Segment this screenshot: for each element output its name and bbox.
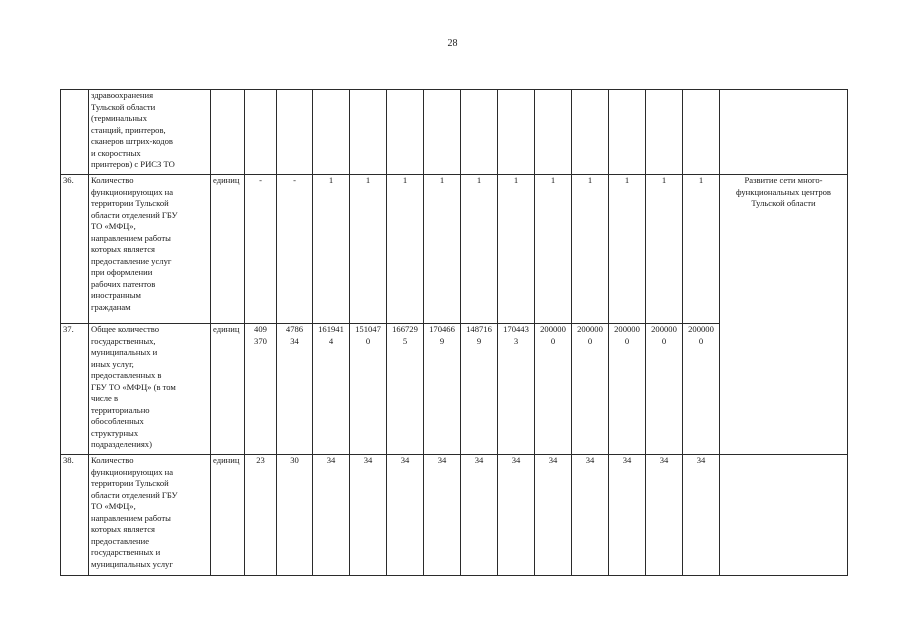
value-cell xyxy=(277,90,313,175)
note-cell: Развитие сети много-функциональных центров Тульской области xyxy=(720,175,848,455)
value-cell: 34 xyxy=(350,455,387,576)
value-cell: 1 xyxy=(461,175,498,324)
indicator-text: Количество функционирующих на территории Тульской области отделений ГБУ ТО «МФЦ», направлением работы которых является предоставление государственных и муниципальных услуг xyxy=(91,455,178,569)
table-row xyxy=(61,175,848,324)
value-cell: 1 xyxy=(387,175,424,324)
value-cell: 1 xyxy=(535,175,572,324)
value-cell xyxy=(535,90,572,175)
value-cell xyxy=(245,90,277,175)
page-number: 28 xyxy=(447,38,458,49)
row-number xyxy=(61,90,89,175)
unit-cell: единиц xyxy=(211,324,245,455)
value-cell: 1 xyxy=(424,175,461,324)
value-cell xyxy=(498,90,535,175)
value-cell: 200000 0 xyxy=(572,324,609,455)
value-cell: 200000 0 xyxy=(683,324,720,455)
value-cell: 1 xyxy=(609,175,646,324)
indicator-name xyxy=(89,455,211,576)
value-cell: 200000 0 xyxy=(646,324,683,455)
value-cell xyxy=(350,90,387,175)
indicator-name xyxy=(89,324,211,455)
value-cell: 170466 9 xyxy=(424,324,461,455)
value-cell: 23 xyxy=(245,455,277,576)
value-cell xyxy=(572,90,609,175)
unit-cell: единиц xyxy=(211,175,245,324)
indicator-name xyxy=(89,90,211,175)
value-cell: 161941 4 xyxy=(313,324,350,455)
indicator-text: Общее количество государственных, муниципальных и иных услуг, предоставленных в ГБУ ТО «МФЦ» (в том числе в территориально обособленных структурных подразделениях) xyxy=(91,324,176,449)
indicators-table xyxy=(60,89,848,576)
value-cell: 1 xyxy=(646,175,683,324)
note-cell xyxy=(720,455,848,576)
value-cell: 34 xyxy=(424,455,461,576)
row-number: 38. xyxy=(61,455,89,576)
value-cell xyxy=(683,90,720,175)
value-cell: 4786 34 xyxy=(277,324,313,455)
value-cell: 1 xyxy=(572,175,609,324)
table-row xyxy=(61,90,848,175)
value-cell: 151047 0 xyxy=(350,324,387,455)
value-cell: 34 xyxy=(572,455,609,576)
unit-cell xyxy=(211,90,245,175)
value-cell: 409 370 xyxy=(245,324,277,455)
value-cell: - xyxy=(245,175,277,324)
value-cell xyxy=(609,90,646,175)
row-number: 37. xyxy=(61,324,89,455)
value-cell: 34 xyxy=(535,455,572,576)
row-number: 36. xyxy=(61,175,89,324)
table-row xyxy=(61,455,848,576)
value-cell xyxy=(646,90,683,175)
indicator-name xyxy=(89,175,211,324)
value-cell: 1 xyxy=(313,175,350,324)
value-cell: 1 xyxy=(350,175,387,324)
value-cell: 170443 3 xyxy=(498,324,535,455)
value-cell: 34 xyxy=(387,455,424,576)
value-cell xyxy=(461,90,498,175)
value-cell: 166729 5 xyxy=(387,324,424,455)
value-cell: 34 xyxy=(609,455,646,576)
value-cell: 1 xyxy=(683,175,720,324)
value-cell: 34 xyxy=(461,455,498,576)
value-cell: 200000 0 xyxy=(609,324,646,455)
value-cell: 30 xyxy=(277,455,313,576)
value-cell: 34 xyxy=(313,455,350,576)
value-cell: 34 xyxy=(498,455,535,576)
value-cell xyxy=(313,90,350,175)
indicator-text: Количество функционирующих на территории Тульской области отделений ГБУ ТО «МФЦ», направлением работы которых является предоставление услуг при оформлении рабочих патентов иностранным гражданам xyxy=(91,175,178,312)
value-cell xyxy=(387,90,424,175)
value-cell: 1 xyxy=(498,175,535,324)
value-cell: 34 xyxy=(683,455,720,576)
value-cell: 148716 9 xyxy=(461,324,498,455)
indicator-text: здравоохранения Тульской области (терминальных станций, принтеров, сканеров штрих-кодов и скоростных принтеров) с РИСЗ ТО xyxy=(91,90,175,169)
value-cell: 34 xyxy=(646,455,683,576)
value-cell: 200000 0 xyxy=(535,324,572,455)
value-cell: - xyxy=(277,175,313,324)
value-cell xyxy=(424,90,461,175)
unit-cell: единиц xyxy=(211,455,245,576)
note-cell xyxy=(720,90,848,175)
